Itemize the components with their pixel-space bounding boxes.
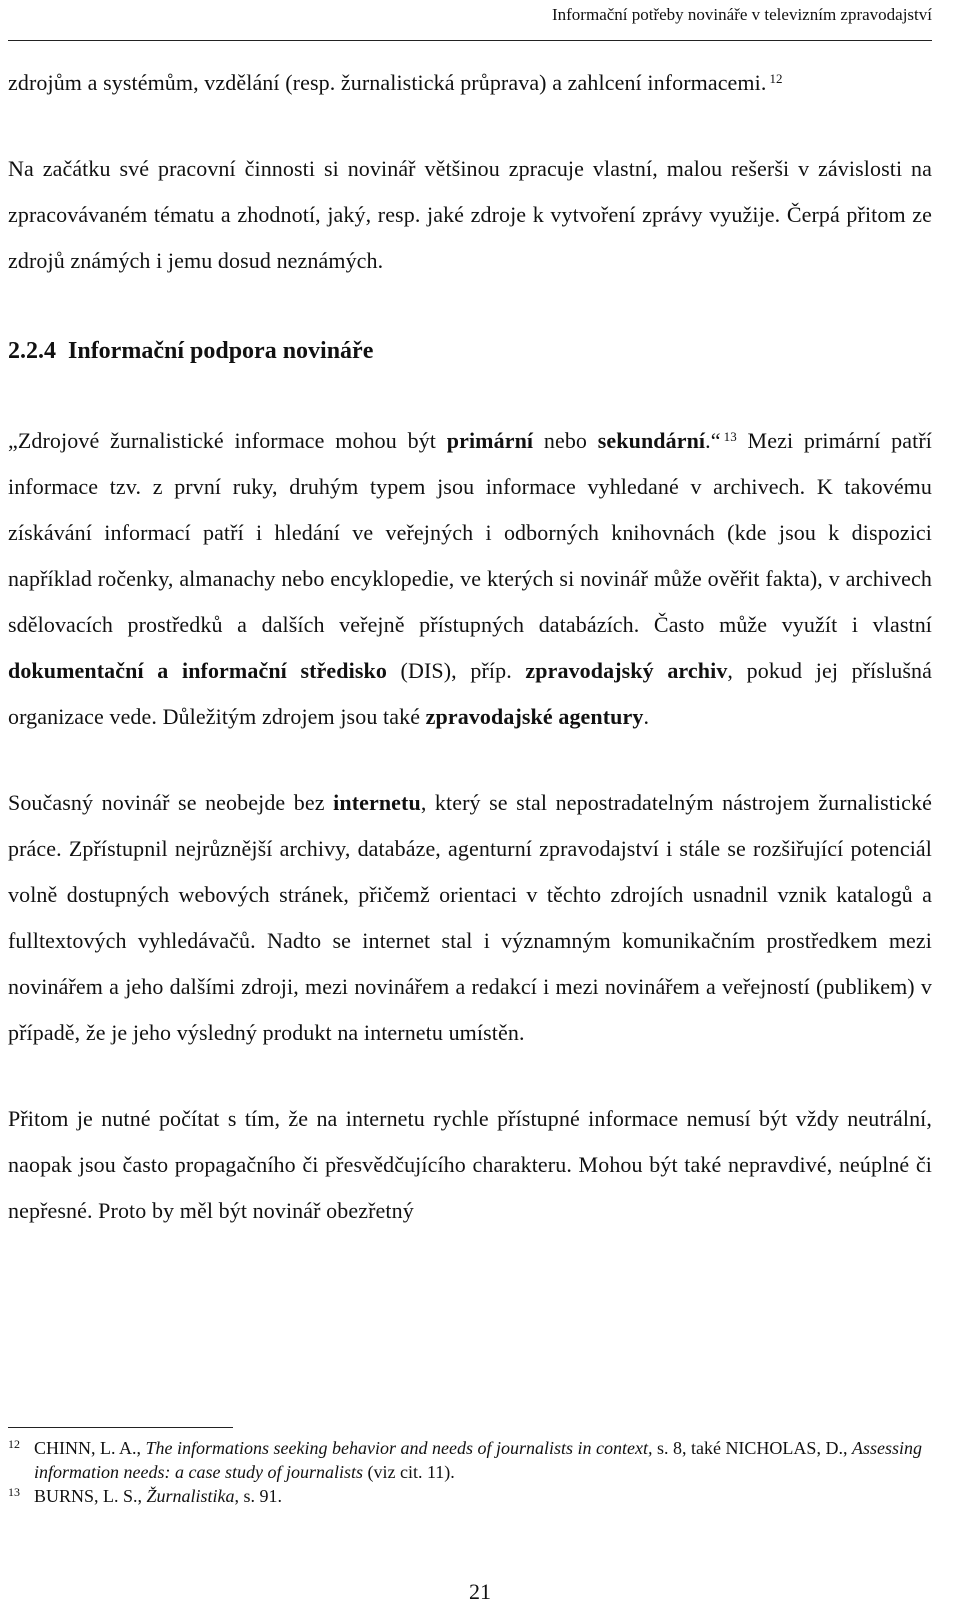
footnote-number: 12 [8,1437,20,1451]
header-rule [8,40,932,41]
running-header: Informační potřeby novináře v televizním zpravodajství [551,5,932,24]
footnote-number: 13 [8,1485,20,1499]
paragraph-3-text: , pokud jej příslušná organizace vede. Důležitým zdrojem jsou také [8,658,932,729]
footnote-text: s. 8, také NICHOLAS, D., [652,1438,852,1458]
footnote-text: , s. 91. [234,1486,283,1506]
footnote-text: BURNS, L. S., [34,1486,147,1506]
term-secondary: sekundární [597,428,706,453]
paragraph-4 [8,780,932,1056]
section-number: 2.2.4 [8,338,56,364]
paragraph-4-text: Současný novinář se neobejde bez [8,790,334,815]
footnote-13 [8,1484,932,1508]
term-news-agencies: zpravodajské agentury [425,704,644,729]
paragraph-3-text: „Zdrojové žurnalistické informace mohou být [8,428,447,453]
term-news-archive: zpravodajský archiv [525,658,728,683]
footnote-ref-13[interactable]: 13 [723,429,737,444]
paragraph-3-text: (DIS), příp. [386,658,526,683]
footnote-rule [8,1427,233,1428]
paragraph-2: Na začátku své pracovní činnosti si novinář většinou zpracuje vlastní, malou rešerši v závislosti na zpracovávaném tématu a zhodnotí, jaký, resp. jaké zdroje k vytvoření zprávy využije. Čerpá přitom ze zdrojů známých i jemu dosud neznámých. [8,156,932,273]
footnotes [8,1436,932,1508]
page-number: 21 [469,1579,491,1604]
footnote-text: (viz cit. 11). [362,1462,455,1482]
footnote-ref-12[interactable]: 12 [769,71,783,86]
paragraph-3-text: Mezi primární patří informace tzv. z první ruky, druhým typem jsou informace vyhledané v archivech. K takovému získávání informací patří i hledání ve veřejných i odborných knihovnách (kde jsou k dispozici například ročenky, almanachy nebo encyklopedie, ve kterých si novinář může ověřit fakta), v archivech sdělovacích prostředků a dalších veřejně přístupných databázích. Často může využít i vlastní [8,428,932,637]
paragraph-4-text: , který se stal nepostradatelným nástrojem žurnalistické práce. Zpřístupnil nejrůznější archivy, databáze, agenturní zpravodajství i stále se rozšiřující potenciál volně dostupných webových stránek, přičemž orientaci v těchto zdrojích usnadnil vznik katalogů a fulltextových vyhledávačů. Nadto se internet stal i významným komunikačním prostředkem mezi novinářem a jeho dalšími zdroji, mezi novinářem a redakcí i mezi novinářem a veřejností (publikem) v případě, že je jeho výsledný produkt na internetu umístěn. [8,790,932,1045]
section-heading [8,328,932,374]
paragraph-5: Přitom je nutné počítat s tím, že na internetu rychle přístupné informace nemusí být vždy neutrální, naopak jsou často propagačního či přesvědčujícího charakteru. Mohou být také nepravdivé, neúplné či nepřesné. Proto by měl být novinář obezřetný [8,1106,932,1223]
footnote-title: Žurnalistika [146,1486,235,1506]
paragraph-3 [8,418,932,740]
paragraph-3-text: .“ [705,428,721,453]
section-title: Informační podpora novináře [68,338,374,364]
body-text [8,60,932,1234]
footnote-title: Assessing information needs: a case study of journalists [34,1438,922,1482]
term-primary: primární [446,428,534,453]
paragraph-3-text: nebo [533,428,598,453]
footnote-text: CHINN, L. A., [34,1438,146,1458]
paragraph-3-text: . [643,704,650,729]
paragraph-1 [8,60,932,106]
term-dis: dokumentační a informační středisko [8,658,387,683]
paragraph-1-text: zdrojům a systémům, vzdělání (resp. žurnalistická průprava) a zahlcení informacemi. [8,70,767,95]
term-internet: internetu [333,790,421,815]
footnote-title: The informations seeking behavior and needs of journalists in context, [145,1438,653,1458]
footnote-12 [8,1436,932,1484]
